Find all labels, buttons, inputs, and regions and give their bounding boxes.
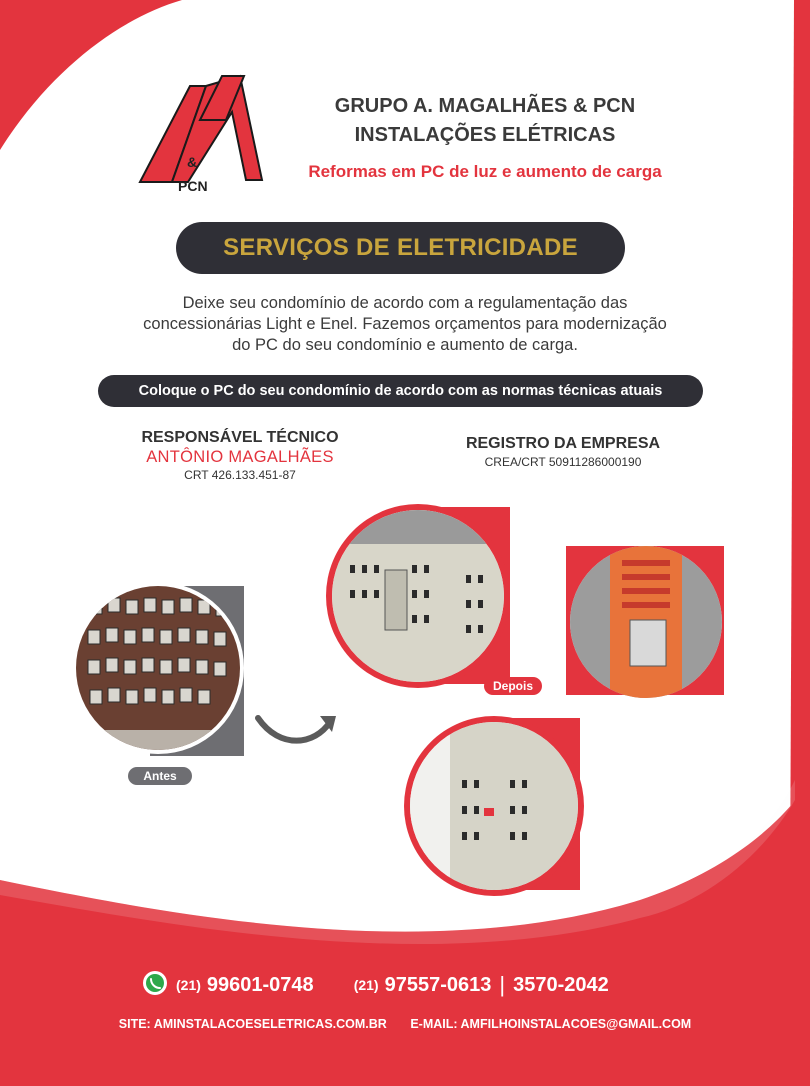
before-photo — [70, 580, 250, 760]
logo-pcn-text: PCN — [178, 178, 208, 194]
services-title: SERVIÇOS DE ELETRICIDADE — [176, 222, 625, 274]
phone-3[interactable]: 3570-2042 — [513, 973, 609, 996]
company-logo — [140, 76, 262, 194]
corner-top-left — [0, 0, 182, 150]
description-line-2: concessionárias Light e Enel. Fazemos orçamentos para modernização — [143, 315, 667, 333]
responsible-crt: CRT 426.133.451-87 — [184, 468, 296, 482]
description-line-1: Deixe seu condomínio de acordo com a regulamentação das — [182, 294, 628, 312]
standards-banner: Coloque o PC do seu condomínio de acordo com as normas técnicas atuais — [98, 375, 703, 407]
services-description — [105, 293, 705, 356]
phone-1[interactable]: 99601-0748 — [206, 973, 314, 996]
registry-crea: CREA/CRT 50911286000190 — [484, 455, 642, 469]
responsible-label: RESPONSÁVEL TÉCNICO — [141, 429, 339, 446]
responsible-name: ANTÔNIO MAGALHÃES — [146, 448, 334, 466]
after-photo-cabinet — [404, 716, 584, 896]
registry-label: REGISTRO DA EMPRESA — [465, 435, 661, 452]
after-photo-panel — [326, 504, 510, 688]
contact-phones — [140, 970, 700, 1000]
brand-line-2: INSTALAÇÕES ELÉTRICAS — [354, 124, 616, 146]
before-tag: Antes — [128, 767, 192, 785]
tagline: Reformas em PC de luz e aumento de carga — [308, 162, 662, 181]
after-photo-breakers — [566, 546, 726, 706]
after-tag: Depois — [484, 677, 542, 695]
registry-block — [430, 434, 696, 470]
email-link[interactable]: E-MAIL: AMFILHOINSTALACOES@GMAIL.COM — [410, 1017, 692, 1031]
area-code-1: (21) — [176, 977, 201, 993]
curved-arrow-icon — [258, 718, 330, 741]
description-line-3: do PC do seu condomínio e aumento de carga. — [232, 336, 578, 354]
right-strip — [790, 0, 810, 900]
site-link[interactable]: SITE: AMINSTALACOESELETRICAS.COM.BR — [118, 1017, 387, 1031]
phone-2[interactable]: 97557-0613 — [384, 973, 492, 996]
brand-line-1: GRUPO A. MAGALHÃES & PCN — [334, 95, 636, 117]
phone-separator: | — [499, 972, 506, 997]
responsible-block — [110, 428, 370, 483]
area-code-2: (21) — [353, 977, 379, 993]
logo-ampersand: & — [187, 154, 198, 170]
brand-name — [290, 92, 680, 150]
footer-links — [60, 1017, 750, 1031]
